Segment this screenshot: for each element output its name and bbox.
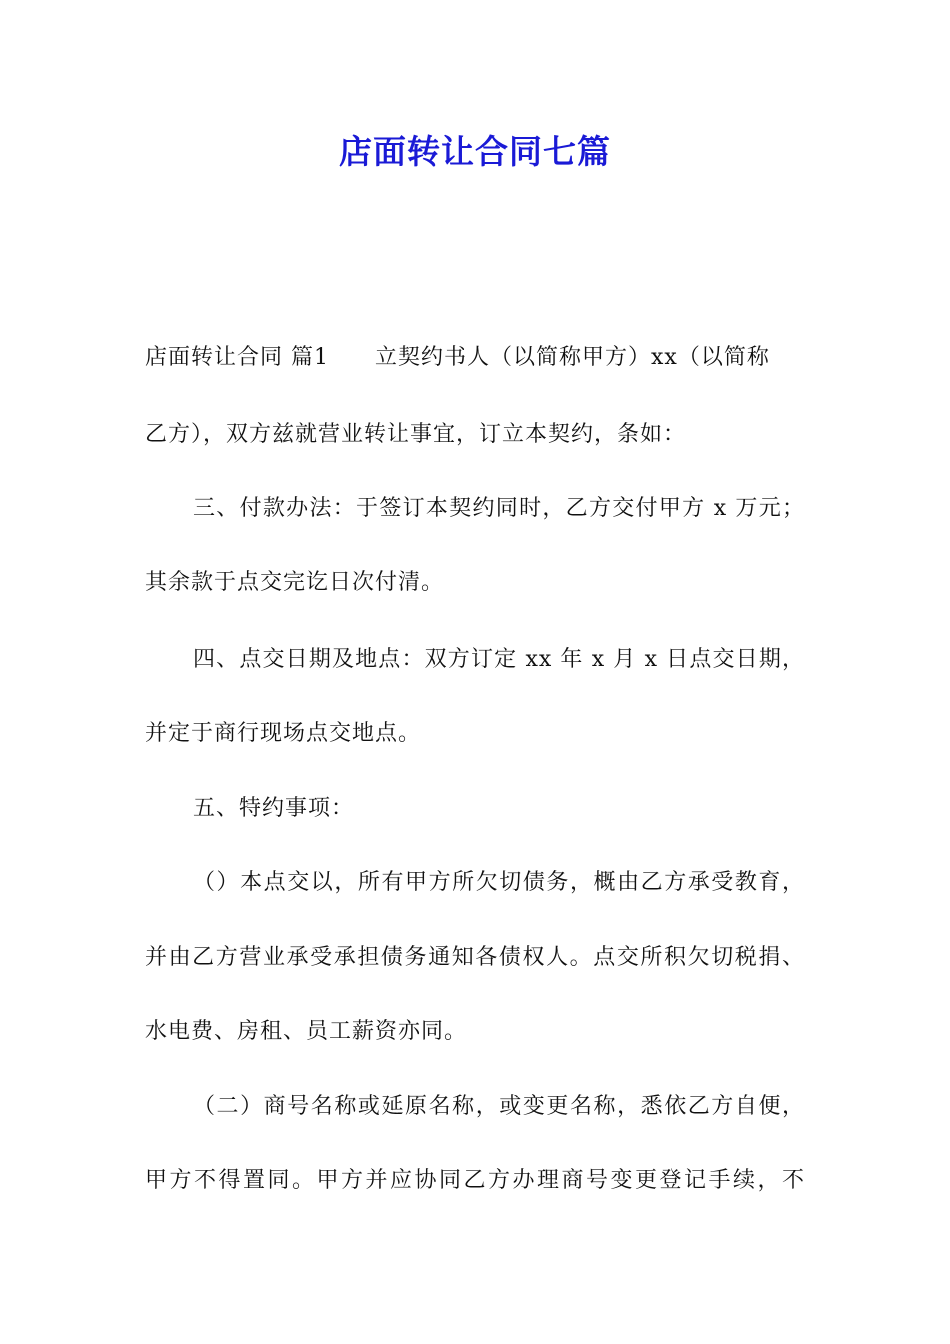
paragraph-line-12 — [145, 1166, 805, 1196]
paragraph-line-8 — [193, 868, 805, 898]
paragraph-line-10 — [145, 1017, 467, 1047]
paragraph-line-3 — [193, 494, 805, 524]
paragraph-line-7 — [193, 794, 354, 824]
paragraph-text: 水电费、房租、员工薪资亦同。 — [145, 1019, 468, 1044]
paragraph-line-11 — [193, 1092, 805, 1122]
paragraph-text: 并定于商行现场点交地点。 — [145, 721, 422, 746]
paragraph-text: （）本点交以，所有甲方所欠切债务，概由乙方承受教育， — [193, 870, 805, 895]
paragraph-line-9 — [145, 943, 805, 973]
document-title: 店面转让合同七篇 — [339, 132, 611, 171]
paragraph-text: 三、付款办法：于签订本契约同时，乙方交付甲方 x 万元； — [193, 496, 805, 521]
paragraph-line-1 — [145, 343, 770, 373]
section-heading: 店面转让合同 篇1 — [145, 345, 329, 370]
paragraph-text: 并由乙方营业承受承担债务通知各债权人。点交所积欠切税捐、 — [145, 945, 805, 970]
paragraph-text: 其余款于点交完讫日次付清。 — [145, 570, 445, 595]
paragraph-line-2 — [145, 420, 686, 450]
paragraph-line-5 — [193, 645, 805, 675]
paragraph-line-6 — [145, 719, 421, 749]
paragraph-line-4 — [145, 568, 444, 598]
paragraph-text: 四、点交日期及地点：双方订定 xx 年 x 月 x 日点交日期， — [193, 647, 805, 672]
paragraph-text: 立契约书人（以简称甲方）xx（以简称 — [375, 345, 770, 370]
paragraph-text: 甲方不得置同。甲方并应协同乙方办理商号变更登记手续，不 — [145, 1168, 805, 1193]
paragraph-text: （二）商号名称或延原名称，或变更名称，悉依乙方自便， — [193, 1094, 805, 1119]
paragraph-text: 五、特约事项： — [193, 796, 355, 821]
paragraph-text: 乙方），双方兹就营业转让事宜，订立本契约，条如： — [145, 422, 687, 447]
